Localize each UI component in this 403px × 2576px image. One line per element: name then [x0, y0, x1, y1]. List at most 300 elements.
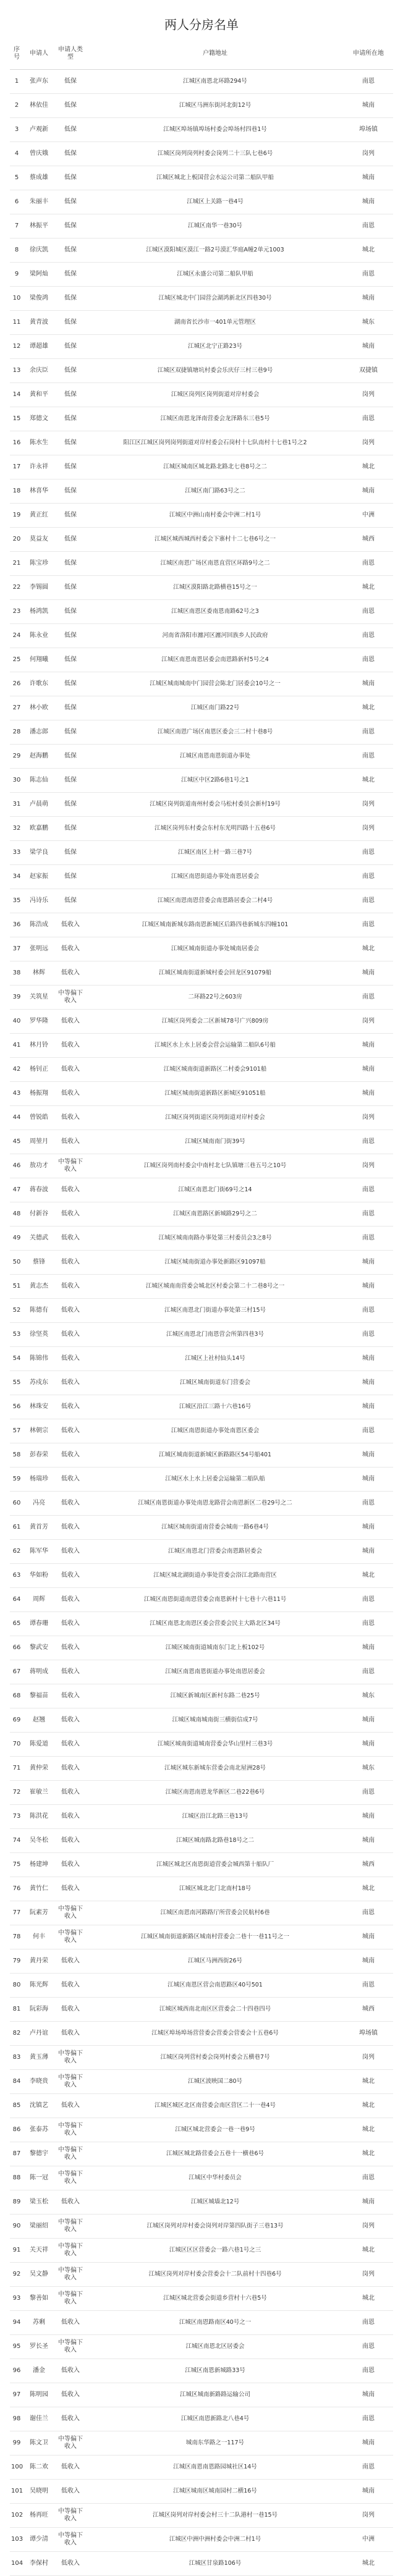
- cell-district: 南恩: [344, 720, 393, 745]
- table-row: [10, 70, 393, 94]
- cell-district: 城北: [344, 2070, 393, 2094]
- cell-applicant-type: 低收入: [54, 1564, 87, 1588]
- cell-applicant: 黄和平: [23, 383, 54, 407]
- cell-district: 城南: [344, 2480, 393, 2504]
- cell-address: 江城区水上水上居委会运输第二船队船: [87, 1467, 344, 1492]
- cell-index: 16: [10, 431, 23, 455]
- table-row: [10, 1853, 393, 1877]
- cell-index: 34: [10, 865, 23, 889]
- cell-index: 77: [10, 1901, 23, 1925]
- cell-applicant: 欧嘉鹏: [23, 817, 54, 841]
- table-row: [10, 1974, 393, 1998]
- cell-address: 江城区永盛公司第二船队甲船: [87, 263, 344, 287]
- cell-applicant-type: 低收入: [54, 2383, 87, 2407]
- cell-applicant: 周堃月: [23, 1130, 54, 1154]
- cell-applicant: 黎武安: [23, 1636, 54, 1660]
- cell-index: 90: [10, 2215, 23, 2239]
- table-row: [10, 2118, 393, 2142]
- cell-applicant: 梁玉松: [23, 2190, 54, 2215]
- cell-index: 80: [10, 1974, 23, 1998]
- cell-applicant-type: 低收入: [54, 1443, 87, 1467]
- cell-applicant-type: 低保: [54, 311, 87, 335]
- cell-applicant: 梁丽绍: [23, 2215, 54, 2239]
- table-row: [10, 1467, 393, 1492]
- cell-applicant-type: 低收入: [54, 1492, 87, 1516]
- table-row: [10, 2022, 393, 2046]
- cell-index: 89: [10, 2190, 23, 2215]
- cell-applicant: 黄丹荣: [23, 1949, 54, 1974]
- table-row: [10, 1034, 393, 1058]
- cell-index: 67: [10, 1660, 23, 1684]
- cell-address: 江城区南恩龙泽南营委会龙泽路东三巷5号: [87, 407, 344, 431]
- cell-index: 61: [10, 1516, 23, 1540]
- table-row: [10, 1877, 393, 1901]
- cell-applicant: 卢观新: [23, 118, 54, 142]
- cell-address: 江城区漠阳路北路横巷15号之一: [87, 576, 344, 600]
- cell-applicant: 陈洪花: [23, 1805, 54, 1829]
- cell-applicant-type: 低收入: [54, 1805, 87, 1829]
- cell-district: 岗列: [344, 142, 393, 166]
- cell-applicant: 陈德有: [23, 1299, 54, 1323]
- table-row: [10, 1612, 393, 1636]
- cell-index: 48: [10, 1202, 23, 1227]
- cell-address: 二环路22号之603房: [87, 986, 344, 1010]
- cell-index: 43: [10, 1082, 23, 1106]
- cell-applicant: 阮彩海: [23, 1998, 54, 2022]
- cell-index: 79: [10, 1949, 23, 1974]
- cell-index: 78: [10, 1925, 23, 1949]
- cell-index: 56: [10, 1395, 23, 1419]
- table-row: [10, 648, 393, 672]
- cell-index: 22: [10, 576, 23, 600]
- cell-address: 城南东华路之一117号: [87, 2431, 344, 2456]
- table-row: [10, 1733, 393, 1757]
- cell-address: 江城区岗列街道南州村委会马松村委员会新村19号: [87, 793, 344, 817]
- cell-applicant-type: 低收入: [54, 2407, 87, 2431]
- cell-district: 南恩: [344, 1227, 393, 1251]
- cell-applicant: 李锡圆: [23, 576, 54, 600]
- cell-applicant-type: 低收入: [54, 1130, 87, 1154]
- cell-district: 南恩: [344, 2407, 393, 2431]
- cell-applicant-type: 低收入: [54, 1733, 87, 1757]
- cell-district: 城南: [344, 94, 393, 118]
- cell-index: 85: [10, 2094, 23, 2118]
- cell-district: 南恩: [344, 841, 393, 865]
- cell-address: 江城区城南城南街三横街信成7号: [87, 1708, 344, 1733]
- cell-address: 江城区城南新路路运输公司: [87, 2383, 344, 2407]
- cell-applicant-type: 低收入: [54, 1588, 87, 1612]
- cell-address: 江城区城南街道城南东门北上板102号: [87, 1636, 344, 1660]
- cell-district: 南恩: [344, 986, 393, 1010]
- table-row: [10, 817, 393, 841]
- cell-address: 江城区城区北区南营委会南区营区二十一巷4号: [87, 2094, 344, 2118]
- cell-district: 南恩: [344, 865, 393, 889]
- cell-district: 南恩: [344, 1974, 393, 1998]
- cell-address: 江城区岗列对岸村委会村三十二队港村一巷15号: [87, 2504, 344, 2528]
- table-row: [10, 1154, 393, 1178]
- cell-applicant-type: 低保: [54, 793, 87, 817]
- cell-district: 南恩: [344, 600, 393, 624]
- cell-address: 江城区城南新城东路南恩新城区后路四巷新城东四幢101: [87, 913, 344, 937]
- table-row: [10, 166, 393, 190]
- cell-applicant-type: 低保: [54, 817, 87, 841]
- cell-applicant-type: 低保: [54, 865, 87, 889]
- cell-index: 6: [10, 190, 23, 214]
- table-row: [10, 2504, 393, 2528]
- cell-index: 98: [10, 2407, 23, 2431]
- cell-address: 江城区城西城西村委会下寨村十二七巷6号之一: [87, 528, 344, 552]
- cell-applicant-type: 低保: [54, 455, 87, 479]
- cell-district: 南恩: [344, 2166, 393, 2190]
- cell-district: 城东: [344, 311, 393, 335]
- cell-applicant: 杨振翔: [23, 1082, 54, 1106]
- cell-applicant: 关天祥: [23, 2239, 54, 2263]
- cell-applicant: 关德武: [23, 1227, 54, 1251]
- cell-district: 城南: [344, 479, 393, 504]
- cell-index: 50: [10, 1251, 23, 1275]
- cell-district: 埠场镇: [344, 2022, 393, 2046]
- cell-address: 江城区南恩北环路294号: [87, 70, 344, 94]
- cell-address: 江城区南恩路南区40号之一: [87, 2311, 344, 2335]
- table-row: [10, 961, 393, 986]
- cell-applicant: 陈水生: [23, 431, 54, 455]
- cell-district: 城北: [344, 696, 393, 720]
- cell-applicant: 蔡锋: [23, 1251, 54, 1275]
- table-row: [10, 2335, 393, 2359]
- table-row: [10, 2166, 393, 2190]
- cell-applicant: 梁学良: [23, 841, 54, 865]
- cell-index: 12: [10, 335, 23, 359]
- cell-address: 江城区岗列对岸村委会营委会十二队前村十四巷6号: [87, 2263, 344, 2287]
- table-row: [10, 479, 393, 504]
- col-header-applicant-type: 申请人类型: [54, 38, 87, 70]
- cell-district: 城南: [344, 1395, 393, 1419]
- cell-index: 19: [10, 504, 23, 528]
- roster-table: [10, 38, 393, 2576]
- cell-applicant: 苏戍东: [23, 1371, 54, 1395]
- cell-applicant: 关筑星: [23, 986, 54, 1010]
- table-row: [10, 1419, 393, 1443]
- cell-district: 岗列: [344, 817, 393, 841]
- cell-district: 城南: [344, 1251, 393, 1275]
- cell-index: 66: [10, 1636, 23, 1660]
- cell-applicant: 杨瑞珍: [23, 1467, 54, 1492]
- cell-applicant: 徐庆凯: [23, 239, 54, 263]
- cell-applicant-type: 低保: [54, 263, 87, 287]
- cell-district: 南恩: [344, 913, 393, 937]
- cell-applicant-type: 低收入: [54, 1949, 87, 1974]
- cell-address: 江城区城南街道新路区新城区91051船: [87, 1082, 344, 1106]
- table-row: [10, 841, 393, 865]
- cell-index: 17: [10, 455, 23, 479]
- cell-district: 城西: [344, 1853, 393, 1877]
- table-header-row: [10, 38, 393, 70]
- cell-district: 南恩: [344, 1901, 393, 1925]
- cell-district: 南恩: [344, 745, 393, 769]
- cell-address: 江城区南门路22号: [87, 696, 344, 720]
- cell-applicant-type: 低收入: [54, 961, 87, 986]
- table-row: [10, 1757, 393, 1781]
- cell-index: 24: [10, 624, 23, 648]
- table-row: [10, 1371, 393, 1395]
- cell-district: 城南: [344, 2190, 393, 2215]
- table-row: [10, 335, 393, 359]
- cell-district: 南恩: [344, 648, 393, 672]
- cell-district: 南恩: [344, 889, 393, 913]
- cell-index: 88: [10, 2166, 23, 2190]
- cell-district: 城南: [344, 1733, 393, 1757]
- cell-applicant-type: 中等偏下收入: [54, 2046, 87, 2070]
- cell-applicant-type: 低保: [54, 504, 87, 528]
- table-row: [10, 1684, 393, 1708]
- cell-applicant: 梁阿灿: [23, 263, 54, 287]
- cell-district: 岗列: [344, 2046, 393, 2070]
- cell-applicant-type: 低保: [54, 841, 87, 865]
- cell-district: 南恩: [344, 624, 393, 648]
- cell-address: 江城区马洲东街河北街12号: [87, 94, 344, 118]
- cell-index: 40: [10, 1010, 23, 1034]
- cell-applicant-type: 低保: [54, 600, 87, 624]
- cell-index: 103: [10, 2528, 23, 2552]
- cell-district: 岗列: [344, 793, 393, 817]
- cell-applicant: 崔敏兰: [23, 1781, 54, 1805]
- cell-district: 南恩: [344, 2359, 393, 2383]
- cell-address: 江城区城南区城南园村二横16号: [87, 2480, 344, 2504]
- cell-district: 城南: [344, 1636, 393, 1660]
- cell-index: 3: [10, 118, 23, 142]
- cell-applicant: 林振平: [23, 214, 54, 239]
- cell-applicant-type: 低保: [54, 745, 87, 769]
- cell-index: 64: [10, 1588, 23, 1612]
- cell-address: 江城区城北上板国营会水运公司第二船队甲船: [87, 166, 344, 190]
- table-row: [10, 2263, 393, 2287]
- cell-address: 江城区城南街道新路区城南村营委会二巷十一巷11号之一: [87, 1925, 344, 1949]
- cell-address: 江城区双捷镇塘坑村委会乐庆仔三村三巷9号: [87, 359, 344, 383]
- table-row: [10, 1660, 393, 1684]
- cell-applicant-type: 低保: [54, 552, 87, 576]
- cell-index: 99: [10, 2431, 23, 2456]
- cell-applicant: 赵翘: [23, 1708, 54, 1733]
- cell-district: 南恩: [344, 2456, 393, 2480]
- cell-applicant: 阮素芳: [23, 1901, 54, 1925]
- cell-applicant-type: 低收入: [54, 1202, 87, 1227]
- cell-applicant-type: 低保: [54, 239, 87, 263]
- cell-applicant-type: 低保: [54, 214, 87, 239]
- table-row: [10, 1323, 393, 1347]
- cell-address: 江城区城北区南恩街道营委会城西第十船队厂: [87, 1853, 344, 1877]
- table-row: [10, 937, 393, 961]
- cell-applicant: 蔡成雄: [23, 166, 54, 190]
- table-row: [10, 1395, 393, 1419]
- cell-index: 94: [10, 2311, 23, 2335]
- cell-applicant-type: 低保: [54, 407, 87, 431]
- cell-district: 中洲: [344, 2528, 393, 2552]
- cell-applicant: 张明远: [23, 937, 54, 961]
- cell-address: 江城区城南街道城南营委会华山里村三巷3号: [87, 1733, 344, 1757]
- cell-address: 江城区南华一巷30号: [87, 214, 344, 239]
- cell-address: 江城区埠场镇埠场村委会埠场村四巷1号: [87, 118, 344, 142]
- cell-address: 江城区沿江北路三巷13号: [87, 1805, 344, 1829]
- page-title: 两人分房名单: [164, 17, 239, 32]
- cell-index: 84: [10, 2070, 23, 2094]
- cell-applicant: 黄正红: [23, 504, 54, 528]
- cell-index: 69: [10, 1708, 23, 1733]
- table-row: [10, 431, 393, 455]
- cell-address: 江城区岗列南村委会中南村北七队镇塘三巷五号之10号: [87, 1154, 344, 1178]
- cell-applicant-type: 低收入: [54, 1106, 87, 1130]
- cell-district: 城南: [344, 1829, 393, 1853]
- cell-district: 城北: [344, 2142, 393, 2166]
- table-row: [10, 311, 393, 335]
- table-row: [10, 263, 393, 287]
- cell-index: 49: [10, 1227, 23, 1251]
- cell-district: 城南: [344, 1805, 393, 1829]
- cell-index: 42: [10, 1058, 23, 1082]
- cell-applicant-type: 低收入: [54, 1612, 87, 1636]
- cell-district: 埠场镇: [344, 118, 393, 142]
- cell-district: 城北: [344, 769, 393, 793]
- cell-index: 75: [10, 1853, 23, 1877]
- cell-address: 江城区南恩街道办事处南恩居委会: [87, 865, 344, 889]
- cell-applicant-type: 低保: [54, 672, 87, 696]
- table-row: [10, 1202, 393, 1227]
- cell-district: 城南: [344, 2431, 393, 2456]
- cell-district: 城南: [344, 1925, 393, 1949]
- cell-address: 江城区城南南营委会城北区村委会第二十二巷8号之一: [87, 1275, 344, 1299]
- cell-address: 江城区中洲中洲村委会中洲二村1号: [87, 2528, 344, 2552]
- table-row: [10, 1058, 393, 1082]
- cell-district: 城南: [344, 1347, 393, 1371]
- cell-district: 城南: [344, 961, 393, 986]
- cell-index: 93: [10, 2287, 23, 2311]
- cell-applicant-type: 低收入: [54, 1058, 87, 1082]
- cell-district: 岗列: [344, 1154, 393, 1178]
- cell-applicant: 何丰: [23, 1925, 54, 1949]
- cell-applicant: 吴冬松: [23, 1829, 54, 1853]
- cell-district: 城北: [344, 937, 393, 961]
- cell-applicant: 黎德宇: [23, 2142, 54, 2166]
- cell-applicant: 林依佳: [23, 94, 54, 118]
- cell-applicant-type: 低收入: [54, 1829, 87, 1853]
- cell-applicant-type: 低收入: [54, 2190, 87, 2215]
- cell-address: 江城区甘泉路106号: [87, 2552, 344, 2576]
- cell-address: 江城区城南街道新城区新路路区54号船401: [87, 1443, 344, 1467]
- cell-applicant-type: 低保: [54, 720, 87, 745]
- table-row: [10, 190, 393, 214]
- cell-address: 江城区南恩区委南恩南路62号之3: [87, 600, 344, 624]
- cell-applicant-type: 中等偏下收入: [54, 2118, 87, 2142]
- cell-index: 76: [10, 1877, 23, 1901]
- cell-index: 13: [10, 359, 23, 383]
- cell-applicant: 黄玉薄: [23, 2046, 54, 2070]
- cell-applicant-type: 低保: [54, 624, 87, 648]
- cell-applicant-type: 低收入: [54, 1347, 87, 1371]
- cell-applicant-type: 低收入: [54, 937, 87, 961]
- cell-applicant: 付新谷: [23, 1202, 54, 1227]
- cell-address: 江城区城南路北路巷18号之二: [87, 1829, 344, 1853]
- cell-applicant-type: 低收入: [54, 1251, 87, 1275]
- cell-address: 江城区北宁正路23号: [87, 335, 344, 359]
- cell-index: 73: [10, 1805, 23, 1829]
- cell-index: 2: [10, 94, 23, 118]
- cell-applicant-type: 低收入: [54, 1371, 87, 1395]
- cell-applicant: 彭春荣: [23, 1443, 54, 1467]
- table-row: [10, 1925, 393, 1949]
- cell-district: 南恩: [344, 407, 393, 431]
- col-header-application-district: 申请所在地: [344, 38, 393, 70]
- cell-applicant: 陈浩成: [23, 913, 54, 937]
- cell-index: 10: [10, 287, 23, 311]
- table-row: [10, 1998, 393, 2022]
- cell-address: 江城区城墙北12号: [87, 2190, 344, 2215]
- cell-district: 城北: [344, 2094, 393, 2118]
- cell-applicant-type: 低收入: [54, 1034, 87, 1058]
- cell-district: 城南: [344, 1275, 393, 1299]
- cell-applicant: 梁俊鸿: [23, 287, 54, 311]
- cell-applicant: 吴文静: [23, 2263, 54, 2287]
- table-row: [10, 118, 393, 142]
- cell-index: 7: [10, 214, 23, 239]
- cell-address: 江城区中区2路6巷1号之1: [87, 769, 344, 793]
- cell-address: 江城区岗列街道区岗列街道对岸村委会: [87, 1106, 344, 1130]
- table-row: [10, 2359, 393, 2383]
- table-row: [10, 2552, 393, 2576]
- cell-district: 城南: [344, 1949, 393, 1974]
- cell-address: 江城区南恩南河路路厅所营委会民航村6巷: [87, 1901, 344, 1925]
- cell-applicant-type: 低收入: [54, 1082, 87, 1106]
- cell-address: 江城区城北北门北南村18号: [87, 1877, 344, 1901]
- cell-address: 江城区城南南路办事处第三村委员会3之8号: [87, 1227, 344, 1251]
- cell-applicant-type: 低保: [54, 190, 87, 214]
- cell-index: 32: [10, 817, 23, 841]
- cell-address: 江城区城北中门园营会湖鸿新北区四巷30号: [87, 287, 344, 311]
- cell-district: 岗列: [344, 2215, 393, 2239]
- cell-applicant: 潘志郎: [23, 720, 54, 745]
- cell-address: 江城区城西南北南区区营委会二十四巷四号: [87, 1998, 344, 2022]
- table-row: [10, 600, 393, 624]
- cell-address: 江城区南恩南恩居委会南恩路新村5号之4: [87, 648, 344, 672]
- cell-index: 38: [10, 961, 23, 986]
- cell-district: 岗列: [344, 1106, 393, 1130]
- cell-address: 江城区南门路63号之二: [87, 479, 344, 504]
- table-row: [10, 1299, 393, 1323]
- cell-applicant-type: 低收入: [54, 913, 87, 937]
- cell-address: 江城区城东新城东营委会南北屋洲28号: [87, 1757, 344, 1781]
- cell-applicant: 陈永业: [23, 624, 54, 648]
- table-row: [10, 2480, 393, 2504]
- cell-applicant: 杨鸿凯: [23, 600, 54, 624]
- table-row: [10, 1901, 393, 1925]
- cell-applicant: 余庆臣: [23, 359, 54, 383]
- cell-applicant-type: 低收入: [54, 1299, 87, 1323]
- cell-district: 城北: [344, 2118, 393, 2142]
- cell-applicant-type: 低收入: [54, 1757, 87, 1781]
- cell-applicant-type: 低保: [54, 335, 87, 359]
- cell-index: 51: [10, 1275, 23, 1299]
- cell-applicant: 李保村: [23, 2552, 54, 2576]
- cell-index: 70: [10, 1733, 23, 1757]
- cell-index: 96: [10, 2359, 23, 2383]
- cell-applicant: 谭少清: [23, 2528, 54, 2552]
- cell-index: 5: [10, 166, 23, 190]
- cell-district: 城北: [344, 2287, 393, 2311]
- cell-index: 83: [10, 2046, 23, 2070]
- table-row: [10, 2407, 393, 2431]
- cell-district: 岗列: [344, 2263, 393, 2287]
- cell-address: 江城区城南街道南营委会城南一路6巷4号: [87, 1516, 344, 1540]
- cell-address: 江城区南恩北区居委会: [87, 2335, 344, 2359]
- cell-index: 36: [10, 913, 23, 937]
